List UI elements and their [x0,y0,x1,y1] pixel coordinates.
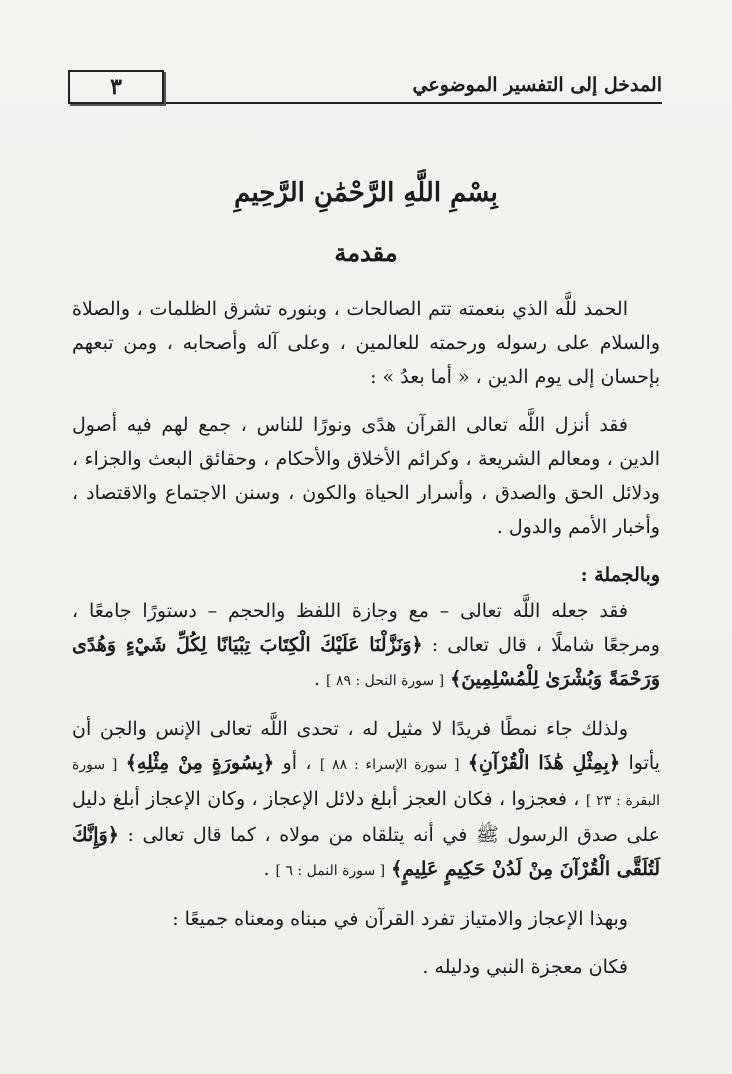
sentence-end: . [263,858,270,880]
section-title: مقدمة [334,238,398,267]
quran-verse: ﴿بِمِثْلِ هَٰذَا الْقُرْآنِ﴾ [467,752,621,774]
paragraph-2: فقد أنزل اللَّه تعالى القرآن هدًى ونورًا للناس ، جمع لهم فيه أصول الدين ، ومعالم الشريعة ، وكرائم الأخلاق والأحكام ، وحقائق البعث والجزاء ، ودلائل الحق والصدق ، وأسرار الحياة والكون ، وسنن الاجتماع والاقتصاد ، وأخبار الأمم والدول . [72,414,660,538]
verse-reference: [ سورة الإسراء : ٨٨ ] [319,757,460,773]
paragraph-3 [72,594,660,698]
header-rule [166,102,662,104]
paragraph-4 [72,712,660,888]
paragraph-5: وبهذا الإعجاز والامتياز تفرد القرآن في مبناه ومعناه جميعًا : [172,908,628,930]
paragraph-1: الحمد للَّه الذي بنعمته تتم الصالحات ، وبنوره تشرق الظلمات ، والصلاة والسلام على رسوله ورحمته للعالمين ، وعلى آله وأصحابه ، ومن تبعهم بإحسان إلى يوم الدين ، « أما بعدُ » : [72,298,660,388]
paragraph-4-text-1: ولذلك جاء نمطًا فريدًا لا مثيل له ، تحدى اللَّه تعالى الإنس والجن أن يأتوا [72,718,660,774]
verse-reference: [ سورة البقرة : ٢٣ ] [72,757,660,809]
running-header [58,70,662,106]
paragraph-4-text-2: ، أو [282,752,312,774]
page-number: ٣ [68,70,164,104]
quran-verse: ﴿وَإِنَّكَ لَتُلَقَّى الْقُرْآنَ مِنْ لَدُنْ حَكِيمٍ عَلِيمٍ﴾ [72,824,660,880]
verse-reference: [ سورة النمل : ٦ ] [275,863,386,879]
paragraph-6: فكان معجزة النبي ودليله . [422,956,628,978]
paragraph-3-text: فقد جعله اللَّه تعالى – مع وجازة اللفظ والحجم – دستورًا جامعًا ، ومرجعًا شاملًا ، قال تعالى : [72,600,660,656]
quran-verse: ﴿بِسُورَةٍ مِنْ مِثْلِهِ﴾ [125,752,275,774]
page-body [72,176,660,998]
verse-reference: [ سورة النحل : ٨٩ ] [326,673,445,689]
quran-verse: ﴿وَنَزَّلْنَا عَلَيْكَ الْكِتَابَ تِبْيَانًا لِكُلِّ شَيْءٍ وَهُدًى وَرَحْمَةً وَبُشْرَىٰ لِلْمُسْلِمِينَ﴾ [72,634,660,690]
basmala: بِسْمِ اللَّهِ الرَّحْمَٰنِ الرَّحِيمِ [234,178,498,208]
paragraph-4-text-3: ، فعجزوا ، فكان العجز أبلغ دلائل الإعجاز ، وكان الإعجاز أبلغ دليل على صدق الرسول ﷺ في أنه يتلقاه من مولاه ، كما قال تعالى : [72,788,660,846]
sentence-end: . [313,668,320,690]
book-title: المدخل إلى التفسير الموضوعي [412,74,662,96]
subheading: وبالجملة : [580,564,660,586]
